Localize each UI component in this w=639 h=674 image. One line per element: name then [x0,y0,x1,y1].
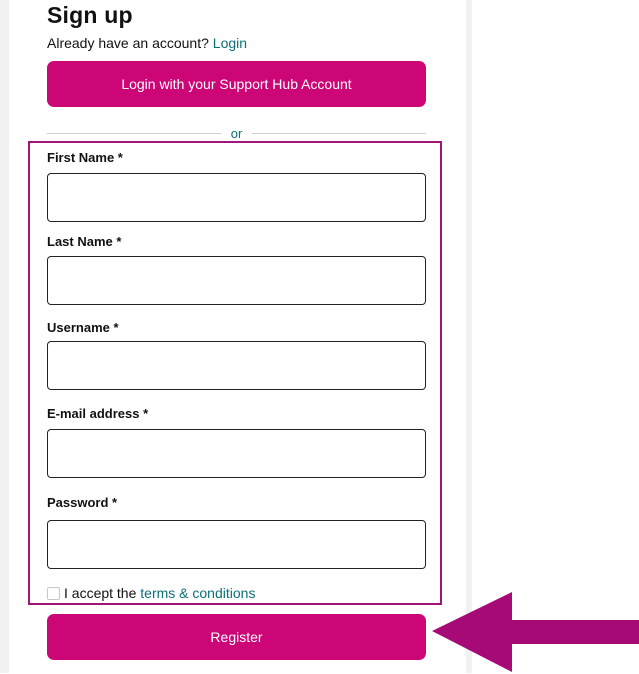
last-name-input[interactable] [47,256,426,305]
first-name-input[interactable] [47,173,426,222]
have-account-text [47,35,247,51]
terms-checkbox[interactable] [47,587,60,600]
or-divider [47,126,426,142]
register-button[interactable]: Register [47,614,426,660]
password-input[interactable] [47,520,426,569]
first-name-label: First Name * [47,150,123,165]
email-label: E-mail address * [47,406,149,421]
last-name-label: Last Name * [47,234,122,249]
terms-link[interactable]: terms & conditions [140,585,256,601]
support-hub-login-button[interactable]: Login with your Support Hub Account [47,61,426,107]
login-link[interactable]: Login [212,35,248,51]
password-label: Password * [47,495,118,510]
left-arrow-icon [432,592,639,674]
page-title: Sign up [47,2,133,28]
username-input[interactable] [47,341,426,390]
email-input[interactable] [47,429,426,478]
have-account-label: Already have an account? [47,35,209,51]
terms-prefix: I accept the [64,585,137,601]
terms-row [47,585,255,601]
username-label: Username * [47,320,119,335]
right-area [472,0,639,673]
divider-text: or [230,126,243,141]
divider-line-right [252,133,426,134]
